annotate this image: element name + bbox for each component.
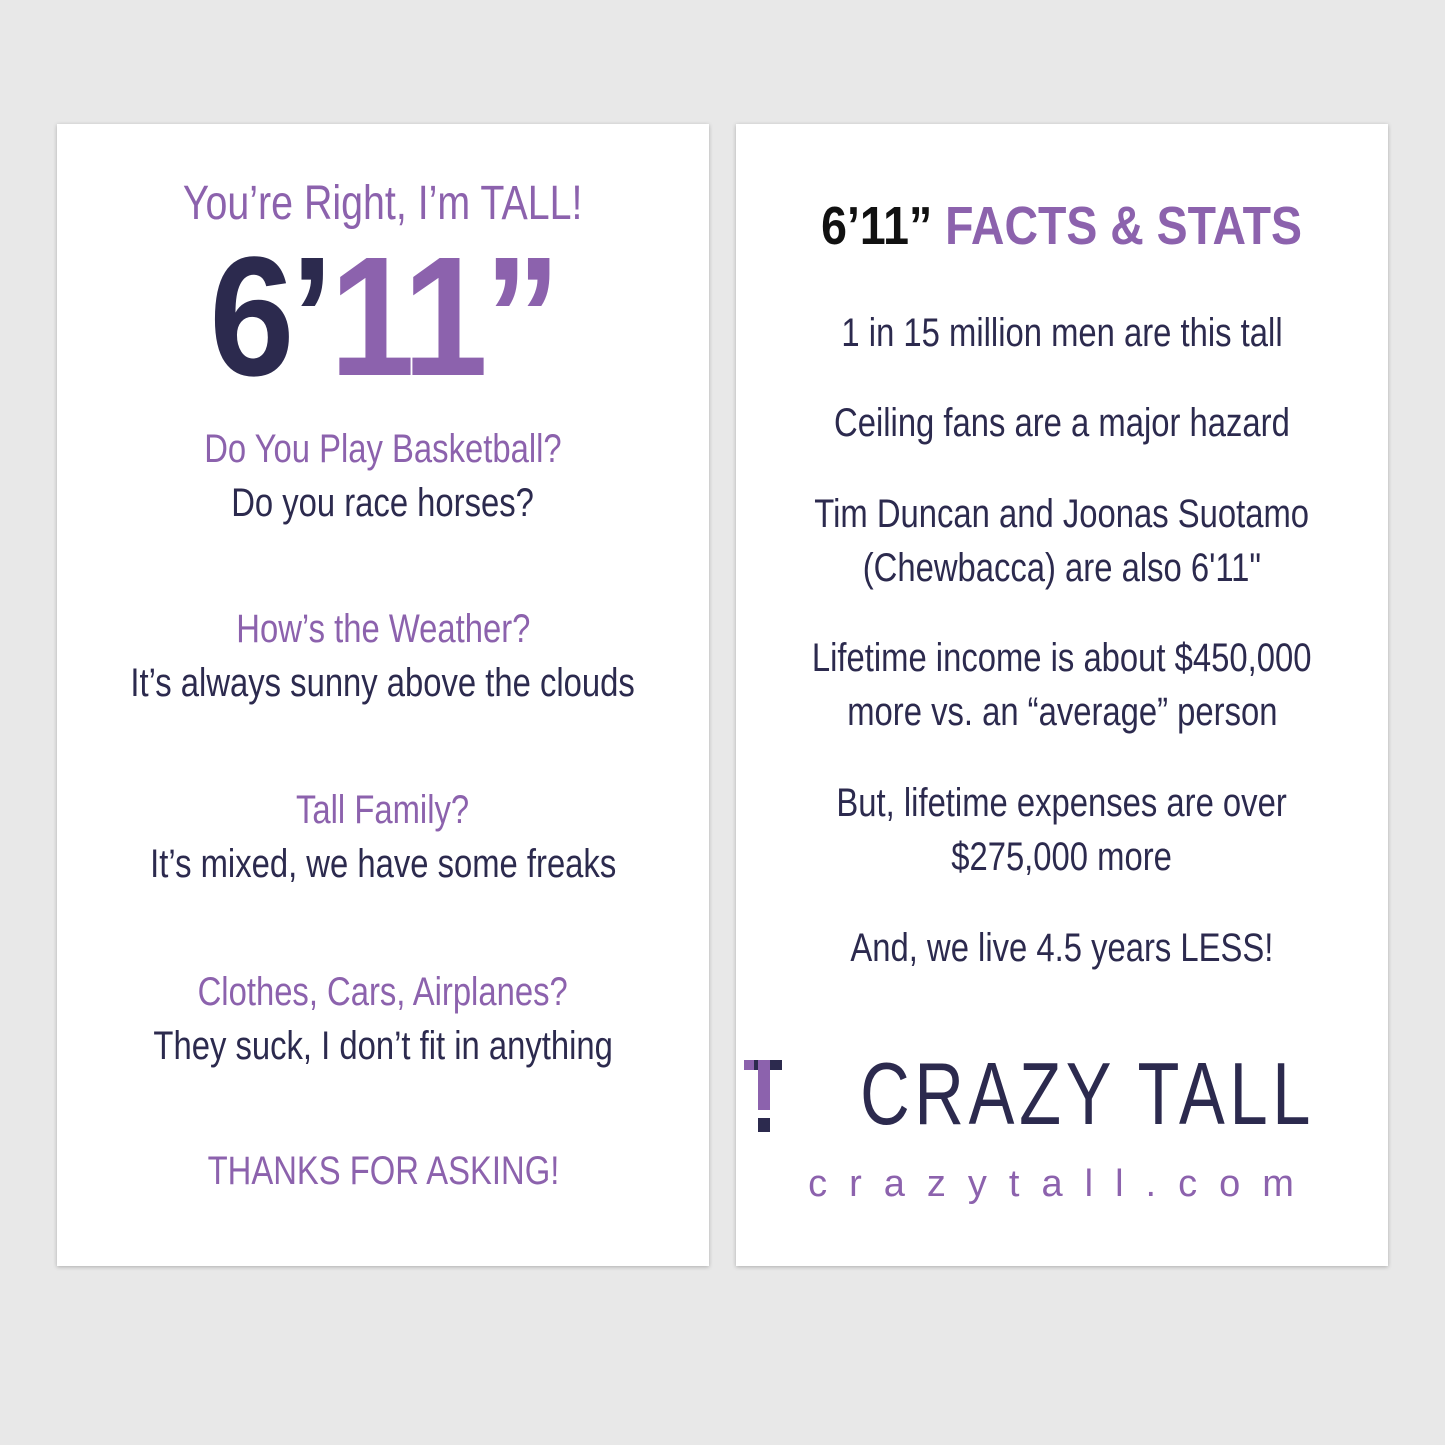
qa-question: How’s the Weather? [235, 607, 531, 651]
fact-item: Ceiling fans are a major hazard [834, 401, 1290, 445]
big-height-display [57, 222, 709, 412]
qa-item [57, 783, 709, 891]
exclamation-t-logo-icon [744, 1060, 782, 1134]
qa-question: Clothes, Cars, Airplanes? [197, 970, 569, 1014]
qa-item [57, 422, 709, 530]
right-card [736, 124, 1388, 1266]
facts-title-height: 6’11” [821, 196, 933, 256]
qa-answer: It’s always sunny above the clouds [130, 661, 636, 705]
facts-title-label: FACTS & STATS [945, 196, 1303, 256]
tagline: You’re Right, I’m TALL! [183, 177, 583, 230]
fact-item: 1 in 15 million men are this tall [841, 311, 1283, 355]
height-feet: 6’ [209, 222, 330, 412]
qa-question: Tall Family? [296, 788, 470, 832]
qa-item [57, 965, 709, 1073]
fact-item: And, we live 4.5 years LESS! [850, 926, 1274, 970]
fact-item: But, lifetime expenses are over $275,000 more [836, 781, 1288, 879]
fact-item: Lifetime income is about $450,000 more vs. an “average” person [812, 636, 1312, 734]
qa-answer: It’s mixed, we have some freaks [149, 842, 617, 886]
closing-text: THANKS FOR ASKING! [207, 1149, 559, 1193]
qa-answer: Do you race horses? [231, 481, 535, 525]
logo-wordmark: CRAZY TALL [860, 1044, 1316, 1143]
qa-question: Do You Play Basketball? [204, 427, 562, 471]
facts-title [736, 194, 1388, 258]
qa-answer: They suck, I don’t fit in anything [153, 1024, 613, 1068]
left-card [57, 124, 709, 1266]
brand-logo [736, 1044, 1388, 1144]
website-link[interactable]: crazytall.com [808, 1163, 1316, 1205]
fact-item: Tim Duncan and Joonas Suotamo (Chewbacca) are also 6'11" [814, 492, 1310, 590]
qa-item [57, 602, 709, 710]
height-inches: 11” [329, 222, 557, 412]
